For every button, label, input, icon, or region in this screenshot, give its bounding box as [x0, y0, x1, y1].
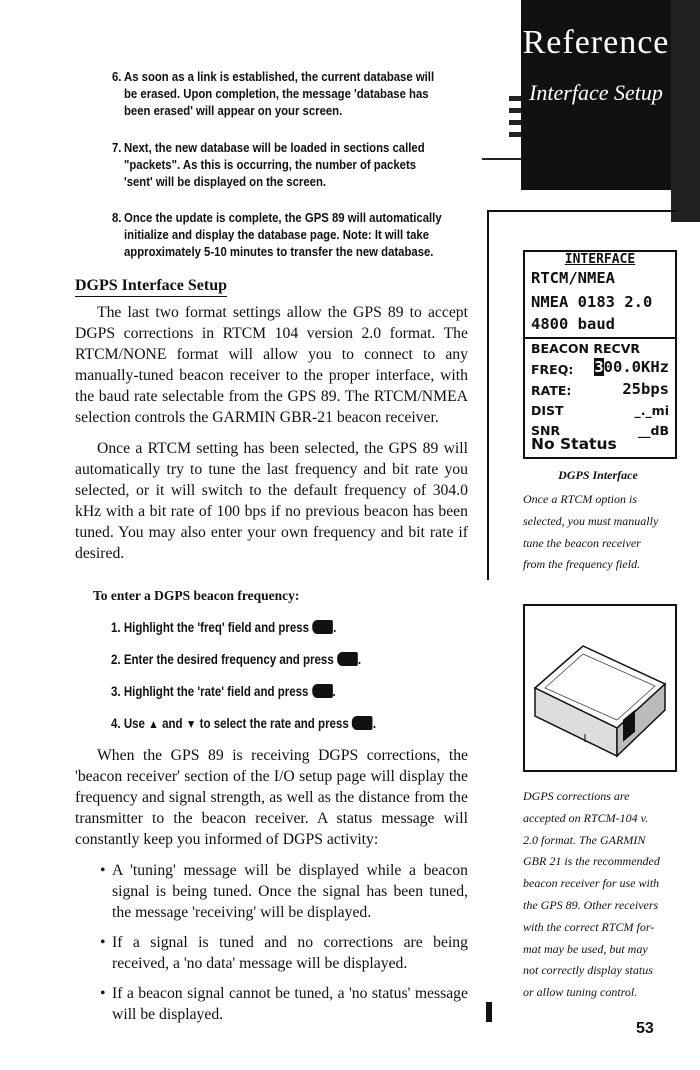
rate-value: 25bps: [622, 380, 669, 398]
bullet-list: [100, 860, 468, 1034]
bullet-text: If a beacon signal cannot be tuned, a 'no status' message will be displayed.: [112, 985, 468, 1023]
dist-label: DIST: [531, 403, 564, 418]
instruction-text: Enter the desired frequency and press: [123, 652, 334, 667]
sidebar-rule: [487, 210, 489, 580]
dist-value: _._mi: [634, 403, 669, 418]
section-header-subtitle: Interface Setup: [529, 80, 663, 105]
caption-line: mat may be used, but may: [523, 941, 648, 956]
section-header-title: Reference: [522, 24, 670, 61]
figure-caption: [523, 786, 665, 1004]
list-item: [100, 860, 468, 923]
snr-label: SNR: [531, 423, 561, 438]
header-stripe: [509, 108, 521, 113]
caption-line: DGPS corrections are: [523, 789, 630, 803]
nmea-version: NMEA 0183 2.0: [531, 293, 653, 311]
step-text: As soon as a link is established, the current database will: [124, 69, 435, 84]
caption-line: from the frequency field.: [523, 557, 641, 572]
caption-line: the GPS 89. Other receivers: [523, 897, 659, 912]
instruction-text: Highlight the 'rate' field and press: [123, 684, 309, 699]
instruction-suffix: .: [332, 684, 336, 699]
step-text: be erased. Upon completion, the message 'database has: [124, 86, 429, 101]
instruction-item: [111, 716, 376, 731]
field-cursor: 3: [594, 358, 604, 376]
enter-key-icon: [352, 716, 373, 730]
up-arrow-icon: ▲: [148, 717, 159, 731]
header-stripe: [509, 96, 521, 101]
step-item: [111, 139, 425, 190]
procedure-heading: To enter a DGPS beacon frequency:: [93, 588, 300, 603]
status-message: No Status: [531, 435, 617, 453]
caption-line: 2.0 format. The GARMIN: [523, 832, 646, 847]
divider: [482, 158, 522, 160]
section-title: DGPS Interface Setup: [75, 277, 227, 297]
step-text: Once the update is complete, the GPS 89 will automatically: [124, 210, 442, 225]
enter-key-icon: [313, 620, 337, 635]
caption-line: selected, you must manually: [523, 513, 659, 528]
down-arrow-icon: ▼: [185, 717, 197, 731]
freq-label: FREQ:: [531, 362, 574, 377]
step-number: 7.: [111, 140, 122, 155]
paragraph: When the GPS 89 is receiving DGPS corrections, the 'beacon receiver' section of the I/O setup page will display the frequency and signal strength, as well as the distance from the transmitter to the beacon receiver. A status message will constantly keep you informed of DGPS activity:: [75, 747, 468, 848]
instruction-suffix: .: [372, 716, 377, 731]
gps-screen: [523, 250, 677, 459]
instruction-text: to select the rate and press: [199, 716, 349, 731]
caption-line: beacon receiver for use with: [523, 876, 660, 891]
step-item: [111, 209, 442, 260]
format-value: RTCM/NMEA: [531, 269, 615, 287]
instruction-number: 1.: [111, 620, 121, 635]
instruction-text: Highlight the 'freq' field and press: [123, 620, 310, 635]
screen-title: INTERFACE: [564, 252, 636, 267]
rate-label: RATE:: [531, 383, 572, 398]
header-stripe: [509, 132, 521, 137]
caption-line: accepted on RTCM-104 v.: [523, 810, 649, 825]
instruction-text: and: [162, 716, 183, 731]
step-number: 6.: [111, 69, 122, 84]
header-stripe: [509, 120, 521, 125]
freq-value: 00.0KHz: [603, 358, 669, 376]
step-text: been erased' will appear on your screen.: [124, 103, 343, 118]
instruction-item: [111, 620, 336, 635]
instruction-item: [111, 684, 336, 699]
step-text: initialize and display the database page. Note: It will take: [124, 227, 430, 242]
figure-caption: [523, 489, 665, 576]
enter-key-icon: [337, 652, 358, 666]
list-item: [100, 983, 468, 1025]
instruction-number: 2.: [111, 652, 121, 667]
header-edge-bar: [671, 0, 700, 222]
paragraph: Once a RTCM setting has been selected, the GPS 89 will automatically try to tune the last frequency and bit rate you selected, or it will switch to the default frequency of 304.0 kHz with a bit rate of 100 bps if no previous beacon has been tuned. You may also enter your own frequency and bit rate if desired.: [75, 440, 468, 562]
step-item: [111, 68, 435, 119]
list-item: [100, 932, 468, 974]
bullet-icon: •: [100, 985, 106, 1002]
beacon-receiver-figure: [523, 604, 677, 772]
paragraph: The last two format settings allow the GPS 89 to accept DGPS corrections in RTCM 104 version 2.0 format. The RTCM/NONE format will allow you to connect to any manually-tuned beacon receiver to the proper interface, with the baud rate selectable from the GPS 89. The RTCM/NMEA selection controls the GARMIN GBR-21 beacon receiver.: [75, 304, 468, 426]
beacon-section-label: BEACON RECVR: [531, 341, 640, 356]
page-number: 53: [636, 1020, 654, 1037]
bullet-text: A 'tuning' message will be displayed while a beacon signal is being tuned. Once the signal has been tuned, the message 'receiving' will be displayed.: [112, 862, 468, 921]
snr-value: __dB: [638, 423, 669, 438]
caption-line: GBR 21 is the recommended: [523, 854, 660, 869]
figure-caption-title: DGPS Interface: [558, 468, 638, 482]
body-text: [75, 302, 468, 564]
step-text: Next, the new database will be loaded in sections called: [124, 140, 425, 155]
instruction-suffix: .: [357, 652, 362, 667]
instruction-text: Use: [123, 716, 145, 731]
beacon-receiver-illustration: [525, 606, 675, 770]
step-text: "packets". As this is occurring, the number of packets: [124, 157, 417, 172]
bullet-icon: •: [100, 934, 106, 951]
caption-line: or allow tuning control.: [523, 985, 638, 1000]
instruction-suffix: .: [333, 620, 337, 635]
caption-line: with the correct RTCM for-: [523, 919, 655, 934]
instruction-item: [111, 652, 361, 667]
caption-line: Once a RTCM option is: [523, 492, 637, 506]
step-text: approximately 5-10 minutes to transfer the new database.: [124, 244, 434, 259]
divider: [487, 210, 677, 212]
instruction-number: 4.: [111, 716, 121, 731]
bullet-text: If a signal is tuned and no corrections are being received, a 'no data' message will be displayed.: [112, 934, 468, 972]
divider: [525, 337, 675, 339]
caption-line: tune the beacon receiver: [523, 535, 641, 550]
body-text: [75, 745, 468, 850]
enter-key-icon: [312, 684, 333, 698]
freq-field: [594, 358, 669, 376]
caption-line: not correctly display status: [523, 963, 653, 978]
step-number: 8.: [111, 210, 122, 225]
divider: [486, 1002, 492, 1022]
step-text: 'sent' will be displayed on the screen.: [124, 174, 327, 189]
bullet-icon: •: [100, 862, 106, 879]
baud-rate: 4800 baud: [531, 315, 615, 333]
instruction-number: 3.: [111, 684, 121, 699]
